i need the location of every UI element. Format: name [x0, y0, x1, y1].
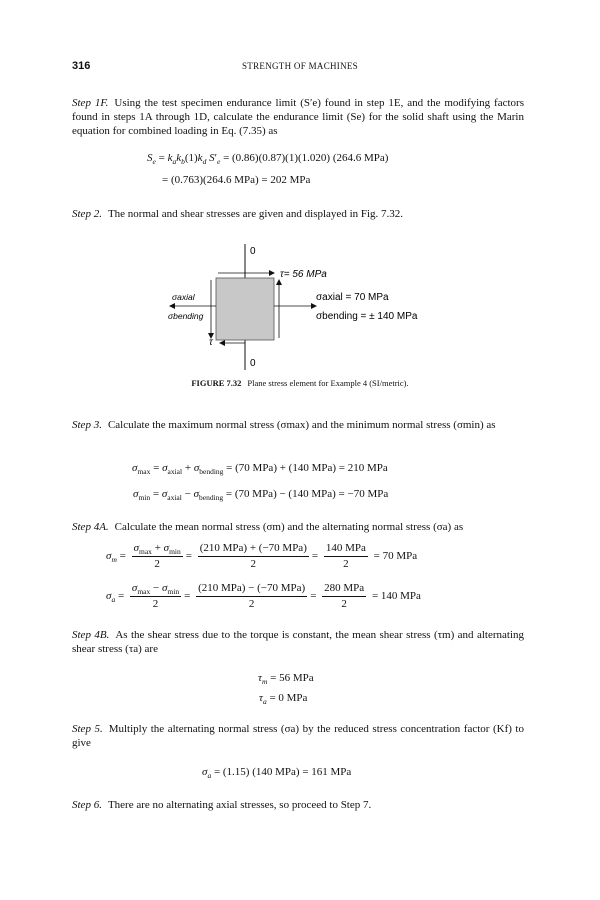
- step-6-text: There are no alternating axial stresses, so proceed to Step 7.: [107, 799, 372, 811]
- sigma-mean-result: = 70 MPa: [373, 550, 418, 563]
- tau-alt-value: = 0 MPa: [269, 692, 308, 704]
- sigma-max-equation: $\sigma_{max} = \sigma_{axial} + \sigma_{bending} = (70$ MPa) + (140 MPa) = 210 MPa: [132, 462, 388, 477]
- page-number: 316: [72, 60, 91, 72]
- top-zero-label: 0: [250, 246, 256, 257]
- sigma-bending-right-label: σbending = ± 140 MPa: [316, 311, 418, 322]
- sigma-mean-fraction-3: $\frac{\text{140 MPa}}{2}$: [325, 542, 366, 570]
- tau-alternating-equation: $\tau_a = 0$ MPa: [259, 692, 308, 707]
- tau-mean-equation: $\tau_m = 56$ MPa: [258, 672, 314, 687]
- tau-mean-value: = 56 MPa: [270, 672, 314, 684]
- sigma-alt-reduced-equation: $\sigma_a = (1.15)$ (140 MPa) = 161 MPa: [202, 766, 352, 781]
- step-4b-label: Step 4B.: [72, 629, 110, 641]
- step-6-paragraph: [72, 798, 524, 812]
- tau-bottom-label: τ: [209, 337, 213, 348]
- step-2-text: The normal and shear stresses are given and displayed in Fig. 7.32.: [107, 208, 404, 220]
- step-5-text: Multiply the alternating normal stress (σa) by the reduced stress concentration factor (Kf) to give: [72, 723, 524, 749]
- sigma-alt-reduced-values: = (1.15) (140 MPa) = 161 MPa: [213, 766, 352, 778]
- stress-element-square: [216, 278, 274, 340]
- step-3-paragraph: [72, 418, 524, 432]
- step-5-paragraph: [72, 722, 524, 750]
- se-equation-line2: = (0.763)(264.6 MPa) = 202 MPa: [162, 174, 311, 186]
- sigma-alt-fraction-3: $\frac{\text{280 MPa}}{2}$: [324, 582, 365, 610]
- sigma-alt-fraction-1: $\frac{\sigma_{max} - \sigma_{min}}{2}$: [131, 582, 180, 610]
- step-6-label: Step 6.: [72, 799, 102, 811]
- sigma-mean-fraction-2: $\frac{\text{(210 MPa) + (−70 MPa)}}{2}$: [199, 542, 307, 570]
- step-4a-paragraph: [72, 520, 524, 534]
- step-1f-paragraph: [72, 96, 524, 138]
- sigma-axial-left-label: σaxial: [172, 292, 195, 302]
- tau-top-label: τ= 56 MPa: [280, 269, 327, 280]
- step-4b-paragraph: [72, 628, 524, 656]
- sigma-max-values: = (70 MPa) + (140 MPa) = 210 MPa: [226, 462, 388, 474]
- running-title: STRENGTH OF MACHINES: [241, 61, 358, 71]
- step-3-label: Step 3.: [72, 419, 102, 431]
- sigma-min-equation: $\sigma_{min} = \sigma_{axial} - \sigma_{bending} = (70$ MPa) − (140 MPa) = −70 MPa: [133, 488, 389, 503]
- step-4b-text: As the shear stress due to the torque is constant, the mean shear stress (τm) and alternating shear stress (τa) are: [72, 629, 524, 655]
- step-5-label: Step 5.: [72, 723, 103, 735]
- se-equation-line1-values: = (0.86)(0.87)(1)(1.020) (264.6 MPa): [223, 152, 389, 164]
- sigma-alt-fraction-2: $\frac{\text{(210 MPa) − (−70 MPa)}}{2}$: [198, 582, 306, 610]
- step-1f-text: Using the test specimen endurance limit (S′e) found in step 1E, and the modifying factors found in steps 1A through 1D, calculate the endurance limit (Se) for the solid shaft using the Marin equation for combined loading in Eq. (7.35) as: [72, 97, 524, 137]
- step-2-label: Step 2.: [72, 208, 102, 220]
- se-equation-line1: $S_e = k_ak_b(1)k_d$ $S'_e = (0.86)(0.87)(1)(1.020)$ (264.6 MPa): [147, 152, 389, 167]
- figure-caption-label: FIGURE 7.32: [191, 378, 242, 388]
- sigma-axial-right-label: σaxial = 70 MPa: [316, 292, 389, 303]
- figure-caption-text: Plane stress element for Example 4 (SI/metric).: [247, 378, 409, 388]
- sigma-mean-equation: $\sigma_m$ = $\frac{\sigma_{max} + \sigma_{min}}{2}$ = $\frac{\text{(210 MPa) + (−70 MPa)}}{2}$ = $\frac{\text{140 MPa}}{2}$ = 70 MPa: [106, 542, 418, 570]
- figure-caption: [0, 378, 600, 388]
- sigma-mean-fraction-1: $\frac{\sigma_{max} + \sigma_{min}}{2}$: [133, 542, 181, 570]
- step-4a-label: Step 4A.: [72, 521, 109, 533]
- step-3-text: Calculate the maximum normal stress (σmax) and the minimum normal stress (σmin) as: [107, 419, 496, 431]
- stress-element-figure: [0, 238, 600, 374]
- step-1f-label: Step 1F.: [72, 97, 109, 109]
- sigma-bending-left-label: σbending: [168, 311, 204, 321]
- step-4a-text: Calculate the mean normal stress (σm) and the alternating normal stress (σa) as: [114, 521, 464, 533]
- step-2-paragraph: [72, 207, 524, 221]
- bottom-zero-label: 0: [250, 358, 256, 369]
- sigma-alt-result: = 140 MPa: [371, 590, 421, 603]
- sigma-alternating-equation: $\sigma_a$ = $\frac{\sigma_{max} - \sigma_{min}}{2}$ = $\frac{\text{(210 MPa) − (−70 MPa)}}{2}$ = $\frac{\text{280 MPa}}{2}$ = 140 MPa: [106, 582, 421, 610]
- sigma-min-values: = (70 MPa) − (140 MPa) = −70 MPa: [225, 488, 389, 500]
- running-header: [0, 60, 600, 76]
